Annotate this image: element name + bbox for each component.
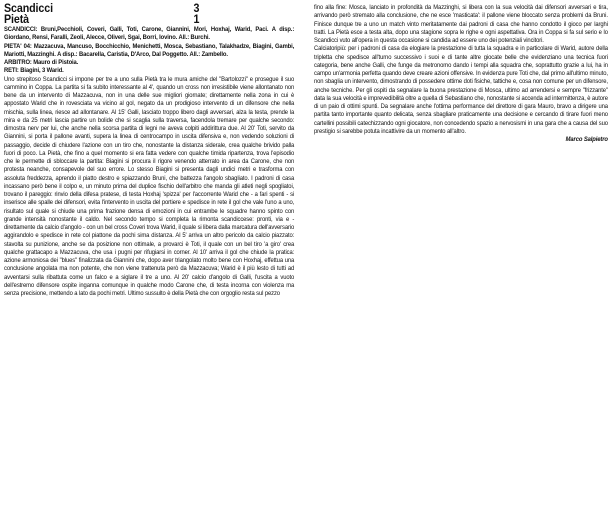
article-body-left: Uno strepitoso Scandicci si impone per tre a uno sulla Pietà tra le mura amiche del "Bartolozzi" e prosegue il suo cammino in Coppa. La partita si fa subito interessante al 4', quando un cross non irresistibile viene allontanato non bene da un intervento di Mazzacuva, non in una delle sue migliori giornate; direttamente nella zona in cui è appostato Warid che in rovesciata va vicino al gol, negato da un prodigioso intervento di un difensore che nella mischia, sulla linea, riesce ad allontanare. Al 15' Galli, lasciato troppo libero dagli avversari, alza la testa, prende la mira e da 25 metri lascia partire un bolide che si scaglia sulla traversa, facendola tremare per qualche secondo: dimostra nerv per lui, che anche nella scorsa partita di legni ne aveva colpiti addirittura due. Al 20' Toti, servito da Giannini, si porta il pallone avanti, supera la linea di centrocampo in uscita difensiva e, non vedendo soluzioni di passaggio, decide di chiudere l'azione con un tiro che, nonostante la distanza siderale, crea qualche brivido palla fuori di poco. La Pietà, che fino a quel momento si era fatta vedere con qualche timida ripartenza, trova l'episodio che le permette di sbloccare la partita: Biagini si procura il rigore venendo atterrato in area da Carone, che non protesta neanche, consapevole del suo errore. Lo stesso Biagini si presenta dagli undici metri e trasforma con assoluta freddezza, aprendo il piatto destro e spiazzando Bruni, che battezza l'angolo sbagliato. I padroni di casa incassano però bene il colpo e, un minuto prima del duplice fischio dell'arbitro che manda gli atleti negli spogliatoi, trovano il pareggio: rinvio della difesa pratese, di testa Hoxhaj 'spizza' per l'accorrente Warid che - a fari spenti - si inserisce alle spalle dei difensori, evita l'intervento in uscita del portiere e spedisce in rete il gol che vale l'uno a uno, risultato sul quale si chiude una prima frazione densa di emozioni in cui entrambe le squadre hanno spinto con grande intensità nonostante il caldo. Nel secondo tempo si completa la rimonta scandiccese: pronti, via e - direttamente da calcio d'angolo - con un bel cross Coveri trova Warid, il quale si libera dalla marcatura dell'avversario aggirandolo e spedisce in rete col piattone da pochi sima distanza. Al 5' arriva un altro pericolo da calcio piazzato: stavolta su punizione, anche se da posizione non ottimale, a provarci è Toti, il quale con un bel tiro 'a giro' crea qualche grattacapo a Mazzacuva, che usa i pugni per rifugiarsi in corner. Al 10' arriva il gol che chiude la pratica: azione armoniosa dei "blues" finalizzata da Giannini che, dopo aver triangolato molto bene con Hoxhaj, effettua una conclusione angolata ma non potente, che non viene trattenuta però da Mazzacuva; Warid è il più lesto di tutti ad avventarsi sulla ribattuta come un falco e a siglare il tre a uno. Al 20' calcio d'angolo di Galli, l'uscita a vuoto dell'estremo difensore ospite inganna comunque in qualche modo Carone che, di testa incorna con violenza ma senza precisione, mettendo a lato da pochi metri. Ultimo sussulto è della Pietà che con orgoglio resta sul pezzo — [4, 75, 295, 297]
author-signature: Marco Salpietro — [565, 136, 608, 143]
away-team-name: Pietà — [4, 14, 30, 26]
away-team-score: 1 — [193, 14, 200, 26]
lineup-scandicci: SCANDICCI: Bruni,Pecchioli, Coveri, Galli, Toti, Carone, Giannini, Mori, Hoxhaj, Warid, Paci. A disp.: Giordano, Rensi, Faralli, Zeoli, Alecce, Oliveri, Sgai, Borri, Iovino. All.: Burchi. — [4, 26, 295, 42]
score-row-home — [4, 4, 203, 15]
referee-line: ARBITRO: Mauro di Pistoia. — [4, 59, 79, 66]
lineup-pieta: PIETA' 04: Mazzacuva, Mancuso, Bocchicchio, Menichetti, Mosca, Sebastiano, Talakhadze, Biagini, Gambi, Mariotti, Mazzinghi. A disp.: Bacarella, Caristia, D'Arco, Dal Poggetto. All.: Zambello. — [4, 42, 295, 58]
article-body-right: fino alla fine: Mosca, lanciato in profondità da Mazzinghi, si libera con la sua velocità dai difensori avversari e tira, arrivando però stremato alla conclusione, che ne esce 'masticata': il pallone viene bloccato senza problemi da Bruni. Finisce dunque tre a uno un match vinto meritatamente dai padroni di casa che hanno condotto il gioco per larghi tratti. La Pietà esce a testa alta, dopo una stagione sopra le righe e ogni aspettativa. Ora in Coppa si fa sul serio e lo Scandicci vuto all'opera in questa occasione si candida ad essere uno dei potenziali vincitori. Calciatoripiù: per i padroni di casa da elogiare la prestazione di tutta la squadra e in particolare di Warid, autore della tripletta che spedisce all'turno successivo i suoi e di tante altre giocate belle che evidenziano una tecnica fuori categoria, bene anche Galli, che funge da metronomo dando i tempi alla squadra che, soprattutto grazie a lui, ha in campo un'armonia perfetta quando deve creare azioni offensive. In evidenza pure Toti che, dal primo all'ultimo minuto, non sbaglia un intervento, dimostrando di possedere ottime doti fisiche, tattiche e, cosa non comune per un difensore, anche tecniche. Per gli ospiti da segnalare la buona prestazione di Mosca, ultimo ad arrendersi e sempre "frizzante" data la sua velocità e imprevedibilità oltre a quella di Sebastiano che, nonostante si accenda ad intermittenza, è autore di un paio di ottimi spunti. Da segnalare anche l'ottima performance del direttore di gara Mauro, bravo a dirigere una partita tanto importante quanto delicata, senza sbagliare praticamente una decisione e cercando di tirare fuori meno cartellini possibili catechizzando ogni giocatore, non concedendo spazio a nervosismi in una gara che a causa del suo prestigio si sarebbe potuta incattivire da un momento all'altro. — [314, 4, 608, 135]
right-column — [314, 4, 608, 144]
home-team-name: Scandicci — [4, 3, 53, 15]
home-team-score: 3 — [193, 3, 200, 15]
score-row-away — [4, 15, 203, 26]
goals-line: RETI: Biagini, 3 Warid. — [4, 67, 64, 75]
left-column — [4, 4, 294, 298]
